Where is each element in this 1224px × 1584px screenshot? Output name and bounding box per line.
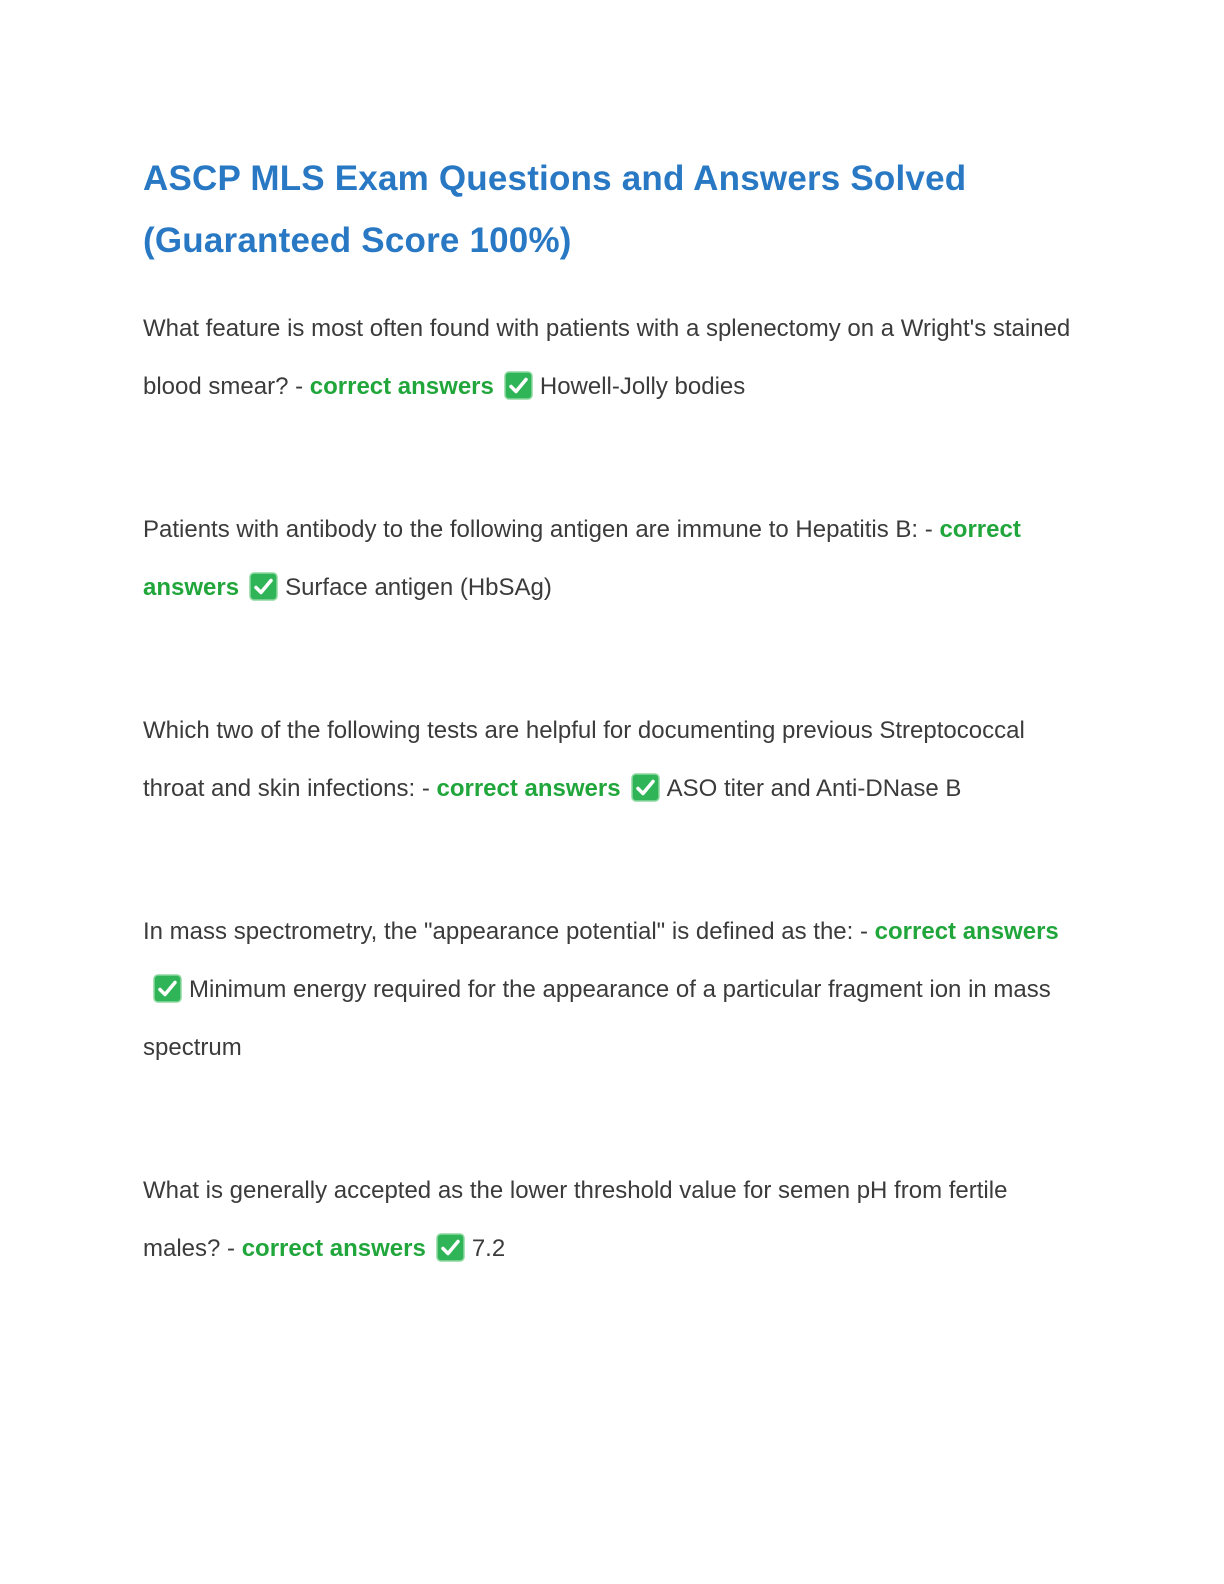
question-text: Which two of the following tests are helpful for documenting previous Streptococcal throat and skin infections: - — [143, 717, 1025, 802]
answer-text: Minimum energy required for the appearance of a particular fragment ion in mass spectrum — [143, 976, 1051, 1061]
question-text: What feature is most often found with patients with a splenectomy on a Wright's stained blood smear? - — [143, 315, 1071, 400]
answer-text: Surface antigen (HbSAg) — [285, 574, 552, 601]
question-text: What is generally accepted as the lower threshold value for semen pH from fertile males? - — [143, 1177, 1008, 1262]
answer-text: ASO titer and Anti-DNase B — [666, 775, 962, 802]
question-text: In mass spectrometry, the "appearance potential" is defined as the: - — [143, 918, 875, 945]
qa-item — [143, 300, 1084, 416]
question-text: Patients with antibody to the following antigen are immune to Hepatitis B: - — [143, 516, 940, 543]
checkmark-icon — [631, 766, 660, 795]
qa-item — [143, 903, 1084, 1077]
correct-answers-label: correct answers — [241, 1235, 426, 1262]
qa-item — [143, 702, 1084, 818]
answer-text: 7.2 — [471, 1235, 506, 1262]
correct-answers-label: correct answers — [143, 516, 1021, 601]
qa-item — [143, 1162, 1084, 1278]
qa-item — [143, 501, 1084, 617]
correct-answers-label: correct answers — [436, 775, 621, 802]
page-title: ASCP MLS Exam Questions and Answers Solved (Guaranteed Score 100%) — [143, 159, 967, 260]
checkmark-icon — [249, 565, 278, 594]
checkmark-icon — [153, 967, 182, 996]
correct-answers-label: correct answers — [874, 918, 1059, 945]
checkmark-icon — [436, 1226, 465, 1255]
answer-text: Howell-Jolly bodies — [539, 373, 746, 400]
checkmark-icon — [504, 364, 533, 393]
correct-answers-label: correct answers — [309, 373, 494, 400]
